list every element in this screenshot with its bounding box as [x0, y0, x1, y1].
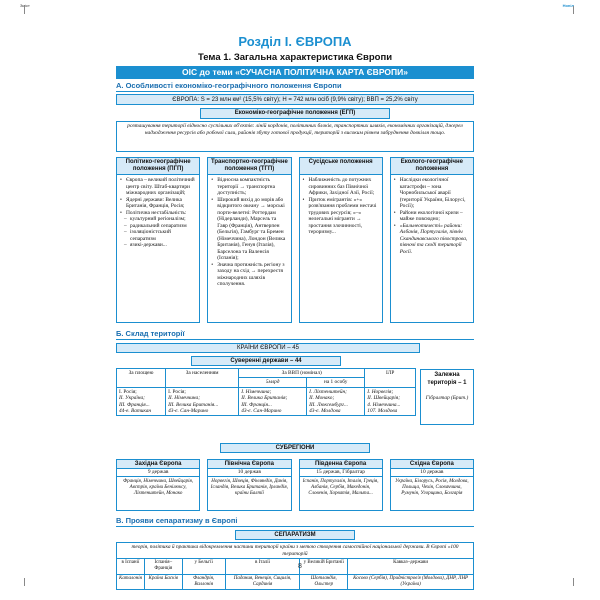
tgp-column: [207, 157, 291, 323]
crop-mark: [24, 578, 32, 586]
rank-line: 43-є. Молдова: [309, 408, 341, 415]
header-cell: у Бельгії: [182, 559, 225, 574]
subregions-heading: СУБРЕГІОНИ: [220, 443, 370, 453]
table-cell: Падания, Венеція, Сицилія, Сардинія: [225, 574, 300, 589]
dependent-territory: [420, 369, 474, 425]
section-a-title: А. Особливості економіко-географічного положення Європи: [116, 81, 474, 92]
crop-mark: [566, 578, 574, 586]
header-right: Honiл: [562, 3, 574, 8]
rank-line: ІІ. Україна;: [119, 395, 145, 402]
list-item: • Ядерні держави: Велика Британія, Франція, Росія;: [120, 197, 196, 210]
rank-line: ІІ. Велика Британія;: [241, 395, 288, 402]
header-cell: За ВВП (номінал): [239, 369, 365, 378]
ranking-cell: [239, 387, 307, 416]
header-cell: ІЛР: [365, 369, 416, 388]
neighbor-column: [299, 157, 383, 323]
document-page: [116, 34, 474, 590]
rank-line: І. Норвегія;: [367, 388, 394, 395]
header-cell: в Іспанії: [117, 559, 145, 574]
rank-line: 107. Молдова: [367, 408, 398, 415]
list-item: • Приток емігрантів: «+» розв'язання проблеми нестачі трудових ресурсів; «–» нелегальні мігранти → зростання злочинності, тероризму...: [303, 197, 379, 236]
rank-line: І. Росія;: [119, 388, 137, 395]
region-name: Західна Європа: [116, 459, 200, 469]
rank-line: І. Ліхтенштейн;: [309, 388, 347, 395]
region-list: Франція, Німеччина, Швейцарія, Австрія, країни Бенілюксу, Ліхтенштейн, Монако: [116, 477, 200, 511]
list-item: – радикальний сепаратизм: [120, 223, 196, 230]
page-number: 8: [298, 563, 302, 570]
header-cell: Іспанія–Франція: [144, 559, 182, 574]
running-header: [20, 3, 574, 11]
separatism-heading: СЕПАРАТИЗМ: [235, 530, 355, 540]
section-title: Розділ І. ЄВРОПА: [238, 34, 352, 49]
region-count: 10 держав: [390, 469, 474, 477]
rank-line: І. Росія;: [168, 388, 186, 395]
table-header-row: [117, 369, 416, 378]
region-list: Україна, Білорусь, Росія, Молдова, Польща, Чехія, Словаччина, Румунія, Угорщина, Болгарія: [390, 477, 474, 511]
ranking-cell: [166, 387, 239, 416]
header-cell: Кавказ–держави: [348, 559, 474, 574]
dependent-value: Гібралтар (Брит.): [425, 395, 469, 401]
rank-line: ІІІ. Франція...: [119, 401, 150, 408]
column-title: Транспортно-географічне положення (ТГП): [208, 158, 290, 175]
sovereign-block: [116, 356, 416, 416]
ranking-cell: [365, 387, 416, 416]
list-item: • Політична нестабільність:: [120, 210, 196, 217]
rank-line: ІІ. Швейцарія;: [367, 395, 401, 402]
table-row: [117, 574, 474, 589]
region-west: [116, 459, 200, 511]
section-c-title: В. Прояви сепаратизму в Європі: [116, 516, 474, 527]
section-b-title: Б. Склад території: [116, 329, 474, 340]
topic-title: Тема 1. Загальна характеристика Європи: [197, 52, 393, 63]
region-name: Східна Європа: [390, 459, 474, 469]
region-list: Норвегія, Швеція, Фінляндія, Данія, Ісландія, Велика Британія, Ірландія, країни Балтії: [207, 477, 291, 511]
table-cell: Країна Басків: [144, 574, 182, 589]
list-item: • Райони екологічної кризи – майже повсюдно;: [394, 210, 470, 223]
table-cell: Шотландія, Ольстер: [300, 574, 348, 589]
list-item: • Наслідки екологічної катастрофи – зона Чорнобильської аварії (території України, Білорусі, Росії);: [394, 177, 470, 210]
region-north: [207, 459, 291, 511]
header-cell: 5млрд: [239, 378, 307, 387]
rank-line: ІІІ. Люксембург...: [309, 401, 348, 408]
list-item: – ізоляціоністський сепаратизм: [120, 229, 196, 242]
region-list: Іспанія, Португалія, Італія, Греція, Албанія, Сербія, Македонія, Словенія, Хорватія, Мальта...: [299, 477, 383, 511]
crop-mark: [566, 6, 574, 14]
rank-line: 43-є. Сан-Марино: [241, 408, 282, 415]
region-east: [390, 459, 474, 511]
rank-line: ІІІ. Велика Британія...: [168, 401, 219, 408]
rank-line: ІІ. Німеччина;: [168, 395, 200, 402]
table-cell: Каталонія: [117, 574, 145, 589]
europe-stats: ЄВРОПА: S = 23 млн км² (15,5% світу); Н = 742 млн осіб (9,9% світу); ВВП = 25,2% світу: [116, 94, 474, 105]
column-title: Політико-географічне положення (ПГП): [117, 158, 199, 175]
ecology-column: [390, 157, 474, 323]
region-name: Південна Європа: [299, 459, 383, 469]
list-item: • Наближеність до потужних сировинних баз Північної Африки, Західної Азії, Росії;: [303, 177, 379, 197]
sovereign-heading: Суверенні держави – 44: [191, 356, 341, 366]
ranking-cell: [117, 387, 166, 416]
list-item: • Європа – великий політичний центр світу. Штаб-квартири міжнародних організацій;: [120, 177, 196, 197]
territory-block: [116, 353, 474, 441]
region-count: 9 держав: [116, 469, 200, 477]
header-cell: За площею: [117, 369, 166, 388]
egp-columns: [116, 157, 474, 323]
ranking-table: [116, 368, 416, 416]
subregions: [116, 459, 474, 511]
rank-line: ІІІ. Франція...: [241, 401, 272, 408]
pgp-column: [116, 157, 200, 323]
region-name: Північна Європа: [207, 459, 291, 469]
list-item: • Відносна компактність території → транспортна доступність;: [211, 177, 287, 197]
table-cell: Косово (Сербія), Придністров'я (Молдова), ДНР, ЛНР (Україна): [348, 574, 474, 589]
list-item: • «Бальнеотичесті» райони: Албанія, Португалія, північ Скандинавського півострова, півночі та сході території Росії.: [394, 223, 470, 256]
egp-heading: Економіко-географічне положення (ЕГП): [200, 108, 390, 119]
rank-line: 43-є. Сан-Марино: [168, 408, 209, 415]
separatism-definition: теорія, політика й практика відокремлення частини території країни з метою створення самостійної національної держави. В Європі «100 територій: [116, 542, 474, 558]
list-item: – культурний регіоналізм;: [120, 216, 196, 223]
region-south: [299, 459, 383, 511]
topic-banner: ОІС до теми «СУЧАСНА ПОЛІТИЧНА КАРТА ЄВРОПИ»: [116, 66, 474, 79]
list-item: • Широкий вихід до морів або відкритого океану → морські порти-велетні: Роттердам (Нідерланди), Марсель та Гавр (Франція), Антверпен (Бельгія), Гамбург та Бремен (Німеччина), Лондон (Велика Британія), Генуя (Італія), Барселона та Валенсія (Іспанія);: [211, 197, 287, 262]
column-title: Еколого-географічне положення: [391, 158, 473, 175]
list-item: • Значна протяжність регіону з заходу на схід → перехрестя міжнародних шляхів сполучення.: [211, 262, 287, 288]
rank-line: 44-е. Ватикан: [119, 408, 152, 415]
rank-line: ІІ. Монако;: [309, 395, 335, 402]
header-cell: на 1 особу: [307, 378, 365, 387]
column-title: Сусідське положення: [300, 158, 382, 175]
crop-mark: [24, 6, 32, 14]
egp-definition: розташування території відносно суспільних об'єктів: ліній кордонів, політичних блоків, транспортних шляхів, економічних організацій, джерел надходження ресурсів або робочої сили, районів збуту готової продукції, територій з високим рівнем забруднення довкілля тощо.: [116, 121, 474, 152]
header-cell: у Великій Британії: [300, 559, 348, 574]
countries-total: КРАЇНИ ЄВРОПИ – 45: [116, 343, 420, 353]
ranking-cell: [307, 387, 365, 416]
rank-line: 4. Німеччина...: [367, 401, 401, 408]
table-cell: Фландрія, Валлонія: [182, 574, 225, 589]
region-count: 15 держав, Гібралтар: [299, 469, 383, 477]
list-item: – язикі-держави...: [120, 242, 196, 249]
table-row: [117, 387, 416, 416]
rank-line: І. Німеччина;: [241, 388, 272, 395]
dependent-title: Залежна територія – 1: [427, 372, 467, 386]
header-cell: в Італії: [225, 559, 300, 574]
region-count: 10 держав: [207, 469, 291, 477]
header-left: Зміст: [20, 3, 30, 8]
header-cell: За населенням: [166, 369, 239, 388]
